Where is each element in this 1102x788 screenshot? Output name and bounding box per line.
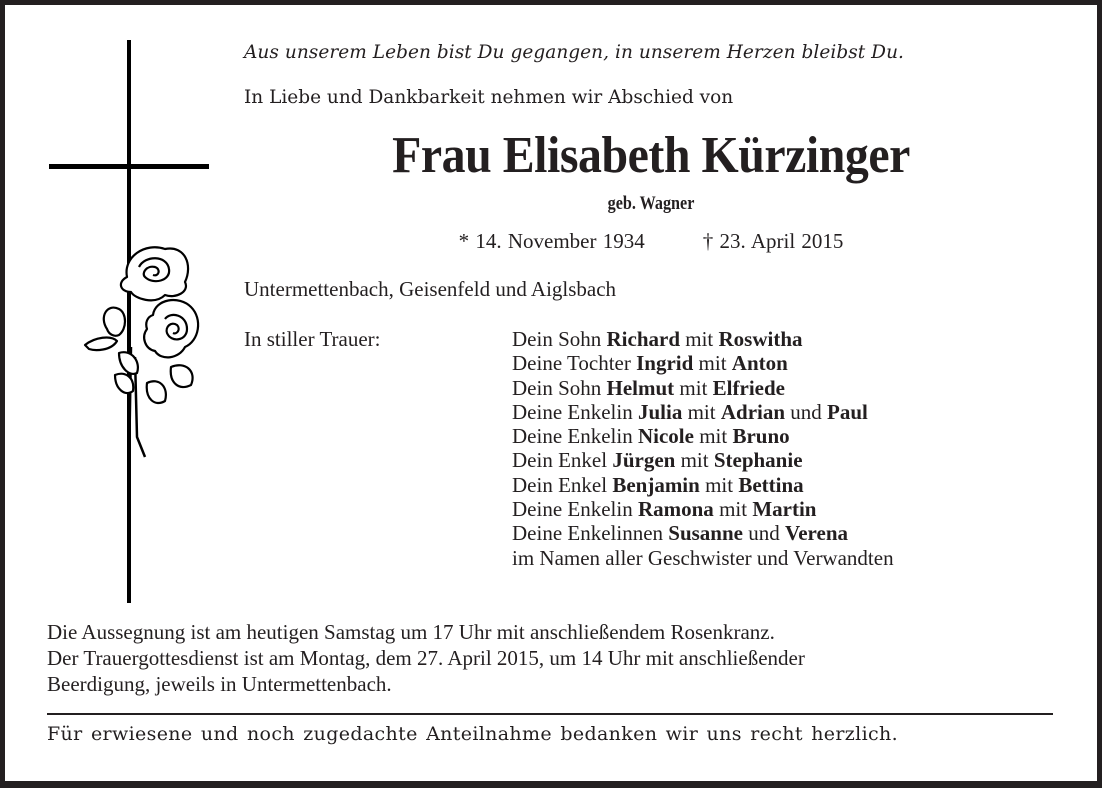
mourners-list bbox=[512, 327, 894, 570]
info-line: Beerdigung, jeweils in Untermettenbach. bbox=[47, 672, 392, 696]
mourner-name: Elfriede bbox=[712, 375, 785, 400]
mourner-name: Julia bbox=[637, 399, 683, 424]
cross-icon-bar bbox=[49, 164, 209, 169]
mourner-relation: Dein Enkel bbox=[512, 472, 613, 497]
mourner-line bbox=[512, 521, 894, 545]
life-dates bbox=[245, 229, 1057, 254]
mourner-name: Bruno bbox=[732, 424, 790, 449]
places: Untermettenbach, Geisenfeld und Aiglsbach bbox=[244, 277, 617, 301]
mourner-relation: mit bbox=[713, 497, 753, 522]
mourner-relation: Dein Enkel bbox=[512, 448, 613, 473]
thanks-text: Für erwiesene und noch zugedachte Anteilnahme bedanken wir uns recht herzlich. bbox=[47, 723, 898, 745]
mourner-relation: und bbox=[743, 521, 785, 546]
mourner-name: Adrian bbox=[720, 399, 786, 424]
mourner-relation: mit bbox=[693, 424, 733, 449]
maiden-name: geb. Wagner bbox=[607, 193, 695, 214]
divider bbox=[47, 713, 1053, 715]
mourner-relation: Deine Enkelin bbox=[512, 497, 638, 522]
mourner-relation: Deine Enkelin bbox=[512, 399, 638, 424]
birth-date: * 14. November 1934 bbox=[458, 229, 645, 253]
mourner-relation: Deine Tochter bbox=[512, 351, 637, 376]
mourner-line bbox=[512, 327, 894, 351]
mourner-line bbox=[512, 497, 894, 521]
mourner-name: Helmut bbox=[606, 375, 675, 400]
mourners-label: In stiller Trauer: bbox=[244, 327, 381, 351]
mourner-line bbox=[512, 400, 894, 424]
ceremony-info bbox=[47, 619, 805, 697]
mourner-line bbox=[512, 351, 894, 375]
intro-text: In Liebe und Dankbarkeit nehmen wir Abschied von bbox=[244, 87, 734, 108]
mourner-relation: Deine Enkelinnen bbox=[512, 521, 669, 546]
mourner-name: Nicole bbox=[637, 424, 694, 449]
mourner-name: Anton bbox=[731, 351, 788, 376]
mourner-relation: mit bbox=[674, 375, 713, 400]
mourner-name: Roswitha bbox=[718, 327, 803, 351]
info-line: Der Trauergottesdienst ist am Montag, dem 27. April 2015, um 14 Uhr mit anschließender bbox=[47, 646, 805, 670]
mourner-name: Richard bbox=[606, 327, 680, 351]
mourner-relation: Deine Enkelin bbox=[512, 424, 638, 449]
mourner-relation: mit bbox=[675, 448, 714, 473]
mourner-relation: im Namen aller Geschwister und Verwandten bbox=[512, 545, 894, 570]
mourner-relation: Dein Sohn bbox=[512, 327, 607, 351]
mourner-name: Ingrid bbox=[636, 351, 694, 376]
mourner-line bbox=[512, 473, 894, 497]
death-date: † 23. April 2015 bbox=[702, 229, 844, 253]
mourner-name: Benjamin bbox=[612, 472, 700, 497]
mourner-relation: mit bbox=[693, 351, 732, 376]
mourner-relation: und bbox=[785, 399, 828, 424]
mourner-line bbox=[512, 376, 894, 400]
obituary-notice bbox=[5, 5, 1097, 781]
mourner-name: Ramona bbox=[637, 497, 714, 522]
roses-icon bbox=[75, 237, 205, 477]
info-line: Die Aussegnung ist am heutigen Samstag um 17 Uhr mit anschließendem Rosenkranz. bbox=[47, 620, 775, 644]
mourner-name: Stephanie bbox=[713, 448, 803, 473]
mourner-relation: Dein Sohn bbox=[512, 375, 607, 400]
mourner-name: Paul bbox=[827, 399, 868, 424]
mourner-relation: mit bbox=[699, 472, 739, 497]
mourner-name: Martin bbox=[752, 497, 817, 522]
mourner-line bbox=[512, 546, 894, 570]
motto: Aus unserem Leben bist Du gegangen, in unserem Herzen bleibst Du. bbox=[244, 42, 904, 63]
mourner-name: Bettina bbox=[738, 472, 804, 497]
mourner-relation: mit bbox=[680, 327, 719, 351]
mourner-name: Verena bbox=[785, 521, 848, 546]
deceased-name: Frau Elisabeth Kürzinger bbox=[392, 127, 910, 184]
mourner-name: Susanne bbox=[668, 521, 743, 546]
mourner-line bbox=[512, 424, 894, 448]
mourner-name: Jürgen bbox=[612, 448, 676, 473]
mourner-line bbox=[512, 448, 894, 472]
mourner-relation: mit bbox=[682, 399, 721, 424]
